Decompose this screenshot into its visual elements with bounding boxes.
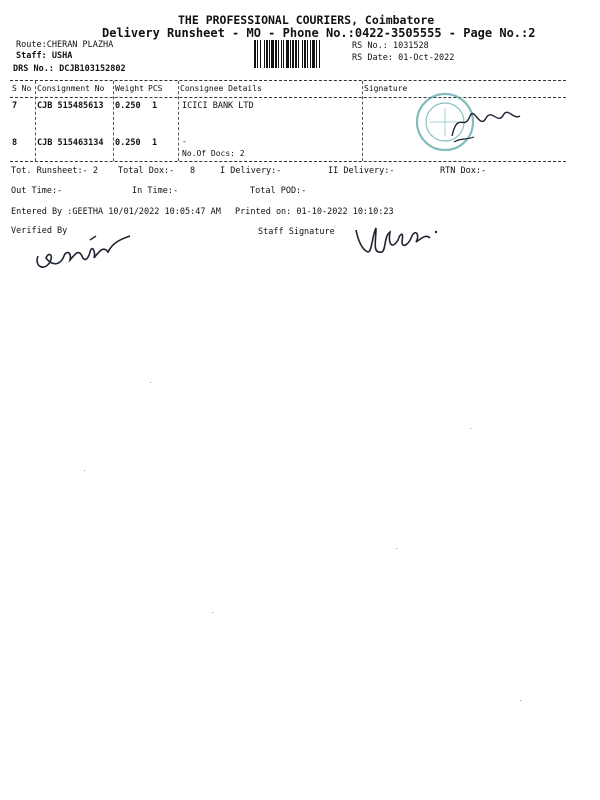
barcode-bar xyxy=(310,40,311,68)
scan-speck xyxy=(212,612,213,613)
barcode-bar xyxy=(295,40,297,68)
column-divider xyxy=(113,81,114,161)
barcode-bar xyxy=(271,40,274,68)
total-runsheet: Tot. Runsheet:- 2 xyxy=(11,166,98,176)
drs-label: DRS No.: xyxy=(13,64,54,74)
row-consignment: CJB 515485613 xyxy=(37,101,104,111)
rs-no-line xyxy=(352,41,429,51)
column-header-sno: S No xyxy=(12,84,32,93)
verifier-signature xyxy=(30,226,140,276)
barcode-bar xyxy=(254,40,256,68)
column-divider xyxy=(35,81,36,161)
column-header-consignee: Consignee Details xyxy=(180,84,262,93)
scan-speck xyxy=(470,428,471,429)
barcode-bar xyxy=(275,40,277,68)
scan-speck xyxy=(84,470,85,471)
barcode-bar xyxy=(304,40,306,68)
barcode xyxy=(254,40,348,68)
barcode-bar xyxy=(307,40,308,68)
second-delivery: II Delivery:- xyxy=(328,166,395,176)
barcode-bar xyxy=(292,40,294,68)
printed-on: Printed on: 01-10-2022 10:10:23 xyxy=(235,207,394,217)
staff-signature xyxy=(350,216,450,266)
barcode-bar xyxy=(281,40,282,68)
barcode-bar xyxy=(266,40,268,68)
delivery-stamp xyxy=(412,82,532,162)
row-consignee: ICICI BANK LTD xyxy=(182,101,254,111)
route-line xyxy=(16,40,113,50)
staff-value: USHA xyxy=(51,51,73,61)
barcode-bar xyxy=(312,40,315,68)
barcode-bar xyxy=(319,40,320,68)
docs-count: No.Of Docs: 2 xyxy=(182,149,245,158)
barcode-bar xyxy=(257,40,258,68)
in-time: In Time:- xyxy=(132,186,179,196)
entered-by: Entered By :GEETHA 10/01/2022 10:05:47 AM xyxy=(11,207,221,217)
rs-no-label: RS No.: xyxy=(352,41,388,51)
rs-date-value: 01-Oct-2022 xyxy=(398,53,455,63)
barcode-bar xyxy=(264,40,265,68)
row-sno: 7 xyxy=(12,101,18,111)
total-dox-value: 8 xyxy=(190,166,196,176)
return-dox: RTN Dox:- xyxy=(440,166,487,176)
total-dox-label: Total Dox:- xyxy=(118,166,175,176)
first-delivery: I Delivery:- xyxy=(220,166,282,176)
barcode-bar xyxy=(298,40,299,68)
page-title: THE PROFESSIONAL COURIERS, Coimbatore xyxy=(178,13,435,27)
row-sno: 8 xyxy=(12,138,18,148)
rs-date-line xyxy=(352,53,454,63)
staff-line xyxy=(16,51,72,61)
row-pcs: 1 xyxy=(152,138,158,148)
column-divider xyxy=(362,81,363,161)
barcode-bar xyxy=(290,40,291,68)
rs-date-label: RS Date: xyxy=(352,53,393,63)
row-consignee: - xyxy=(182,137,187,146)
barcode-bar xyxy=(269,40,270,68)
row-weight: 0.250 xyxy=(115,138,141,148)
table-top-rule xyxy=(10,80,566,81)
drs-value: DCJB103152802 xyxy=(59,64,126,74)
drs-line xyxy=(13,64,126,74)
barcode-bar xyxy=(316,40,317,68)
rs-no-value: 1031528 xyxy=(392,41,429,51)
route-value: CHERAN PLAZHA xyxy=(46,40,114,50)
barcode-bar xyxy=(278,40,279,68)
column-header-signature: Signature xyxy=(364,84,408,93)
staff-label: Staff: xyxy=(16,51,47,61)
barcode-bar xyxy=(302,40,303,68)
scan-speck xyxy=(150,382,151,383)
row-consignment: CJB 515463134 xyxy=(37,138,104,148)
column-header-consignment: Consignment No xyxy=(37,84,105,93)
row-weight: 0.250 xyxy=(115,101,141,111)
out-time: Out Time:- xyxy=(11,186,63,196)
staff-signature-label: Staff Signature xyxy=(258,227,335,237)
barcode-bar xyxy=(260,40,261,68)
barcode-bar xyxy=(286,40,289,68)
column-header-weight: Weight xyxy=(115,84,144,93)
verified-by-label: Verified By xyxy=(11,226,68,236)
route-label: Route: xyxy=(16,40,47,50)
total-pod: Total POD:- xyxy=(250,186,307,196)
row-pcs: 1 xyxy=(152,101,158,111)
page-subtitle: Delivery Runsheet - MO - Phone No.:0422-3505555 - Page No.:2 xyxy=(102,26,536,40)
column-divider xyxy=(178,81,179,161)
column-header-pcs: PCS xyxy=(148,84,163,93)
barcode-bar xyxy=(283,40,284,68)
scan-speck xyxy=(520,700,521,701)
scan-speck xyxy=(396,548,397,549)
